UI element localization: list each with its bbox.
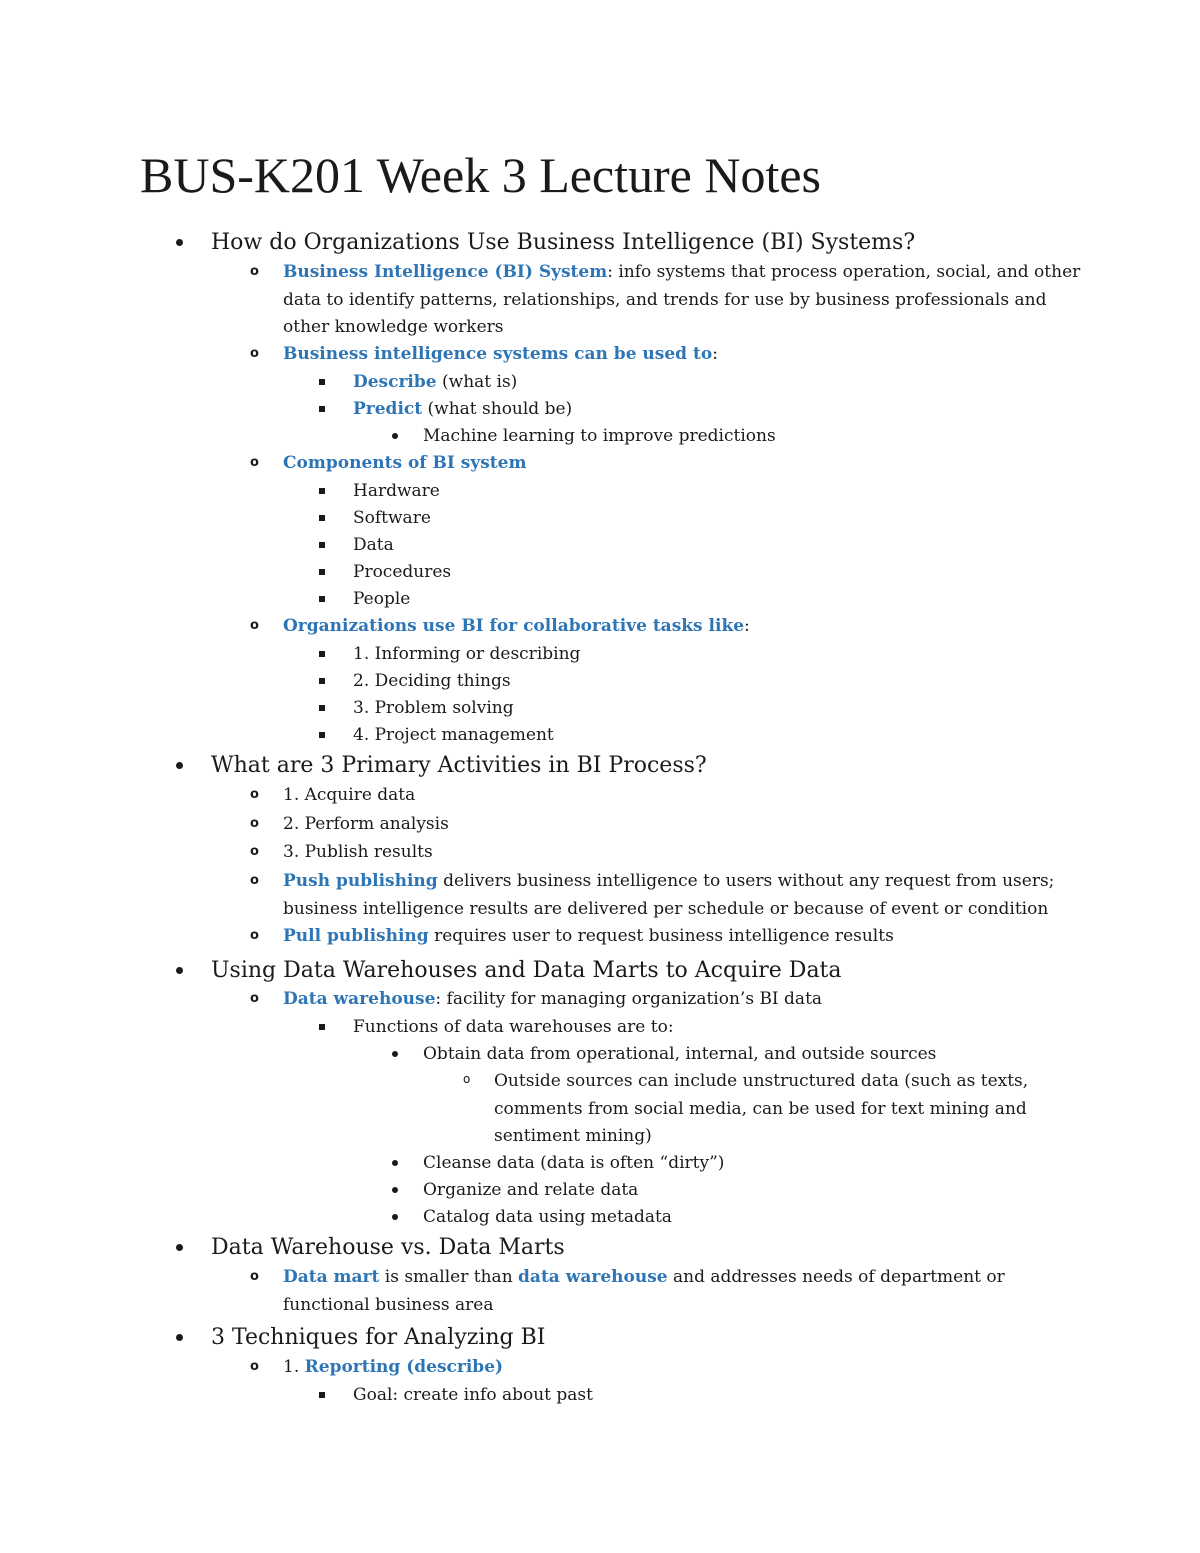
list-item: Organize and relate data: [423, 1180, 639, 1200]
list-item: Software: [353, 508, 431, 528]
list-item: Business Intelligence (BI) System: info systems that process operation, social, and other: [283, 262, 1081, 282]
bullet-dot-icon: [176, 239, 183, 246]
list-item: 1. Acquire data: [283, 785, 416, 805]
list-item: Catalog data using metadata: [423, 1207, 672, 1227]
section-heading: Using Data Warehouses and Data Marts to Acquire Data: [211, 958, 842, 983]
list-item: Functions of data warehouses are to:: [353, 1017, 674, 1037]
key-term: Describe: [353, 372, 437, 392]
bullet-square-icon: [319, 569, 325, 575]
bullet-dot-icon: [176, 967, 183, 974]
bullet-dot-icon: [176, 1244, 183, 1251]
bullet-dot-icon: [392, 1051, 398, 1057]
bullet-circle-icon: o: [250, 991, 259, 1006]
list-item: 1. Reporting (describe): [283, 1357, 504, 1377]
bullet-square-icon: [319, 678, 325, 684]
key-term: data warehouse: [518, 1267, 668, 1287]
bullet-dot-icon: [176, 762, 183, 769]
list-item: Cleanse data (data is often “dirty”): [423, 1153, 725, 1173]
section-heading: Data Warehouse vs. Data Marts: [211, 1235, 565, 1260]
bullet-circle-icon: o: [250, 1359, 259, 1374]
bullet-circle-icon: o: [250, 816, 259, 831]
key-term: Business Intelligence (BI) System: [283, 262, 608, 282]
list-item: Predict (what should be): [353, 399, 573, 419]
bullet-dot-icon: [392, 1187, 398, 1193]
bullet-circle-icon: o: [250, 844, 259, 859]
bullet-dot-icon: [392, 433, 398, 439]
list-item: Describe (what is): [353, 372, 518, 392]
list-item: 3. Problem solving: [353, 698, 514, 718]
list-item-continuation: data to identify patterns, relationships, and trends for use by business professionals and: [283, 290, 1047, 310]
bullet-square-icon: [319, 1392, 325, 1398]
bullet-square-icon: [319, 515, 325, 521]
bullet-circle-icon: o: [250, 1269, 259, 1284]
list-item: Organizations use BI for collaborative tasks like:: [283, 616, 750, 636]
list-item: Procedures: [353, 562, 452, 582]
list-item: Push publishing delivers business intelligence to users without any request from users;: [283, 871, 1055, 891]
page-title: BUS-K201 Week 3 Lecture Notes: [140, 147, 822, 203]
list-item: 2. Perform analysis: [283, 814, 449, 834]
key-term: Predict: [353, 399, 423, 419]
bullet-square-icon: [319, 651, 325, 657]
bullet-square-icon: [319, 379, 325, 385]
list-item: Hardware: [353, 481, 440, 501]
list-item: Data warehouse: facility for managing organization’s BI data: [283, 989, 823, 1009]
bullet-circle-icon: o: [250, 928, 259, 943]
bullet-dot-icon: [392, 1160, 398, 1166]
list-item: [283, 450, 526, 477]
list-item-continuation: business intelligence results are delivered per schedule or because of event or condition: [283, 899, 1049, 919]
bullet-circle-icon: o: [250, 618, 259, 633]
list-item-continuation: comments from social media, can be used for text mining and: [494, 1099, 1027, 1119]
bullet-circle-icon: o: [250, 787, 259, 802]
list-item-continuation: other knowledge workers: [283, 317, 504, 337]
key-term: Push publishing: [283, 871, 438, 891]
bullet-square-icon: [319, 596, 325, 602]
section-heading: 3 Techniques for Analyzing BI: [211, 1325, 546, 1350]
bullet-circle-icon: o: [250, 455, 259, 470]
key-term: Data mart: [283, 1267, 380, 1287]
section-heading: What are 3 Primary Activities in BI Process?: [211, 753, 707, 778]
bullet-circle-icon: o: [463, 1072, 471, 1086]
list-item: 1. Informing or describing: [353, 644, 581, 664]
bullet-square-icon: [319, 406, 325, 412]
list-item: Business intelligence systems can be used to:: [283, 344, 718, 364]
list-item: Obtain data from operational, internal, and outside sources: [423, 1044, 937, 1064]
key-term: Pull publishing: [283, 926, 429, 946]
list-item: Outside sources can include unstructured data (such as texts,: [494, 1071, 1029, 1091]
key-term: Reporting (describe): [304, 1357, 504, 1377]
list-item: Data: [353, 535, 394, 555]
list-item-continuation: sentiment mining): [494, 1126, 652, 1146]
bullet-dot-icon: [176, 1334, 183, 1341]
list-item-continuation: functional business area: [283, 1295, 494, 1315]
key-term: Organizations use BI for collaborative tasks like: [283, 616, 745, 636]
bullet-square-icon: [319, 705, 325, 711]
key-term: Components of BI system: [283, 453, 527, 473]
list-item: 3. Publish results: [283, 842, 433, 862]
bullet-square-icon: [319, 1024, 325, 1030]
bullet-circle-icon: o: [250, 264, 259, 279]
list-item: Goal: create info about past: [353, 1385, 593, 1405]
list-item: People: [353, 589, 411, 609]
bullet-square-icon: [319, 542, 325, 548]
section-heading: How do Organizations Use Business Intelligence (BI) Systems?: [211, 230, 916, 255]
bullet-circle-icon: o: [250, 346, 259, 361]
list-item: 4. Project management: [353, 725, 554, 745]
bullet-circle-icon: o: [250, 873, 259, 888]
bullet-dot-icon: [392, 1214, 398, 1220]
list-item: Machine learning to improve predictions: [423, 426, 776, 446]
bullet-square-icon: [319, 732, 325, 738]
key-term: Data warehouse: [283, 989, 436, 1009]
list-item: Data mart is smaller than data warehouse and addresses needs of department or: [283, 1267, 1005, 1287]
key-term: Business intelligence systems can be used to: [283, 344, 713, 364]
list-item: 2. Deciding things: [353, 671, 511, 691]
list-item: Pull publishing requires user to request business intelligence results: [283, 926, 894, 946]
bullet-square-icon: [319, 488, 325, 494]
